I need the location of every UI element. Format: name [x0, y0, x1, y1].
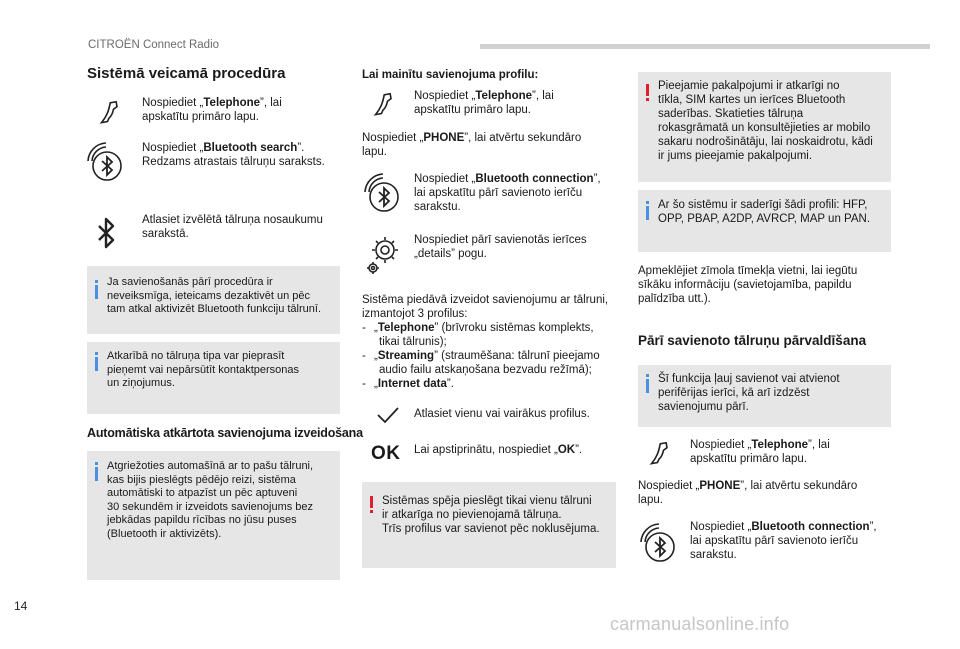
ok-icon: OK	[371, 443, 401, 464]
section-subtitle: Automātiska atkārtota savienojuma izveidošana	[87, 426, 363, 440]
bluetooth-connection-icon	[361, 170, 407, 216]
info-box: Atkarībā no tālruņa tipa var pieprasīt pieņemt vai nepārsūtīt kontaktpersonas un ziņojumus.	[87, 342, 340, 414]
step-text: Atlasiet vienu vai vairākus profilus.	[414, 408, 590, 420]
bluetooth-connection-icon	[637, 520, 683, 566]
handset-icon	[646, 442, 674, 466]
info-box: Ar šo sistēmu ir saderīgi šādi profili: HFP, OPP, PBAP, A2DP, AVRCP, MAP un PAN.	[638, 190, 891, 252]
step-text: Nospiediet „Bluetooth connection”, lai apskatītu pārī savienoto ierīču sarakstu.	[414, 173, 601, 213]
phone-instruction: Nospiediet „PHONE”, lai atvērtu sekundāro lapu.	[638, 480, 858, 506]
step-text: Nospiediet „Telephone”, lai apskatītu primāro lapu.	[690, 439, 830, 465]
step-text: Atlasiet izvēlētā tālruņa nosaukumu sarakstā.	[142, 214, 323, 240]
info-icon	[95, 357, 98, 371]
warning-box: Sistēmas spēja pieslēgt tikai vienu tālruni ir atkarīga no pievienojamā tālruņa. Trīs profilus var savienot pēc noklusējuma.	[362, 482, 616, 568]
info-icon	[95, 467, 98, 481]
profiles-paragraph: Sistēma piedāvā izveidot savienojumu ar tālruni, izmantojot 3 profilus:	[362, 294, 609, 320]
step-text: Nospiediet „Bluetooth connection”, lai apskatītu pārī savienoto ierīču sarakstu.	[690, 521, 877, 561]
section-title-profile: Lai mainītu savienojuma profilu:	[362, 69, 539, 81]
step-text: Nospiediet pārī savienotās ierīces „details” pogu.	[414, 234, 587, 260]
page-number: 14	[14, 599, 28, 613]
website-paragraph: Apmeklējiet zīmola tīmekļa vietni, lai iegūtu sīkāku informāciju (savietojamība, papildu palīdzība utt.).	[638, 265, 858, 305]
warning-icon	[646, 84, 649, 96]
bluetooth-search-icon	[84, 139, 130, 185]
info-box: Ja savienošanās pārī procedūra ir neveiksmīga, ieteicams dezaktivēt un pēc tam atkal aktivizēt Bluetooth funkciju tālrunī.	[87, 266, 340, 334]
list-item: - „Telephone” (brīvroku sistēmas komplekts, tikai tālrunis);	[362, 322, 594, 348]
list-item: - „Streaming” (straumēšana: tālrunī pieejamo audio failu atskaņošana bezvadu režīmā);	[362, 350, 600, 376]
handset-icon	[96, 101, 124, 125]
step-text: Lai apstiprinātu, nospiediet „OK”.	[414, 444, 583, 456]
section-title-manage: Pārī savienoto tālruņu pārvaldīšana	[638, 333, 867, 348]
checkmark-icon	[375, 404, 401, 426]
info-icon	[646, 206, 649, 220]
info-icon	[646, 379, 649, 393]
header-title: CITROËN Connect Radio	[88, 39, 220, 51]
section-title-procedure: Sistēmā veicamā procedūra	[87, 65, 286, 82]
watermark: carmanualsonline.info	[610, 614, 790, 634]
info-box: Atgriežoties automašīnā ar to pašu tālruni, kas bijis pieslēgts pēdējo reizi, sistēma automātiski to atpazīst un pēc aptuveni 30 sekundēm ir izveidots savienojums bez jebkādas papildu rīcības no jūsu puses (Bluetooth ir aktivizēts).	[87, 451, 340, 580]
info-icon	[95, 285, 98, 299]
step-text: Nospiediet „Bluetooth search”. Redzams atrastais tālruņu saraksts.	[142, 142, 325, 168]
handset-icon	[370, 93, 398, 117]
list-item: - „Internet data”.	[362, 378, 454, 390]
step-text: Nospiediet „Telephone”, lai apskatītu primāro lapu.	[142, 97, 282, 123]
warning-box: Pieejamie pakalpojumi ir atkarīgi no tīkla, SIM kartes un ierīces Bluetooth saderības. Skatieties tālruņa rokasgrāmatā un konsultējieties ar mobilo sakaru nodrošinātāju, lai noskaidrotu, kādi ir jums pieejamie pakalpojumi.	[638, 72, 891, 182]
warning-icon	[370, 496, 373, 508]
phone-instruction: Nospiediet „PHONE”, lai atvērtu sekundāro lapu.	[362, 132, 582, 158]
step-text: Nospiediet „Telephone”, lai apskatītu primāro lapu.	[414, 90, 554, 116]
details-gear-icon	[364, 231, 410, 277]
info-box: Šī funkcija ļauj savienot vai atvienot perifērijas ierīci, kā arī izdzēst savienojumu pārī.	[638, 365, 891, 427]
bluetooth-icon	[96, 216, 118, 252]
header-bar	[480, 44, 930, 49]
